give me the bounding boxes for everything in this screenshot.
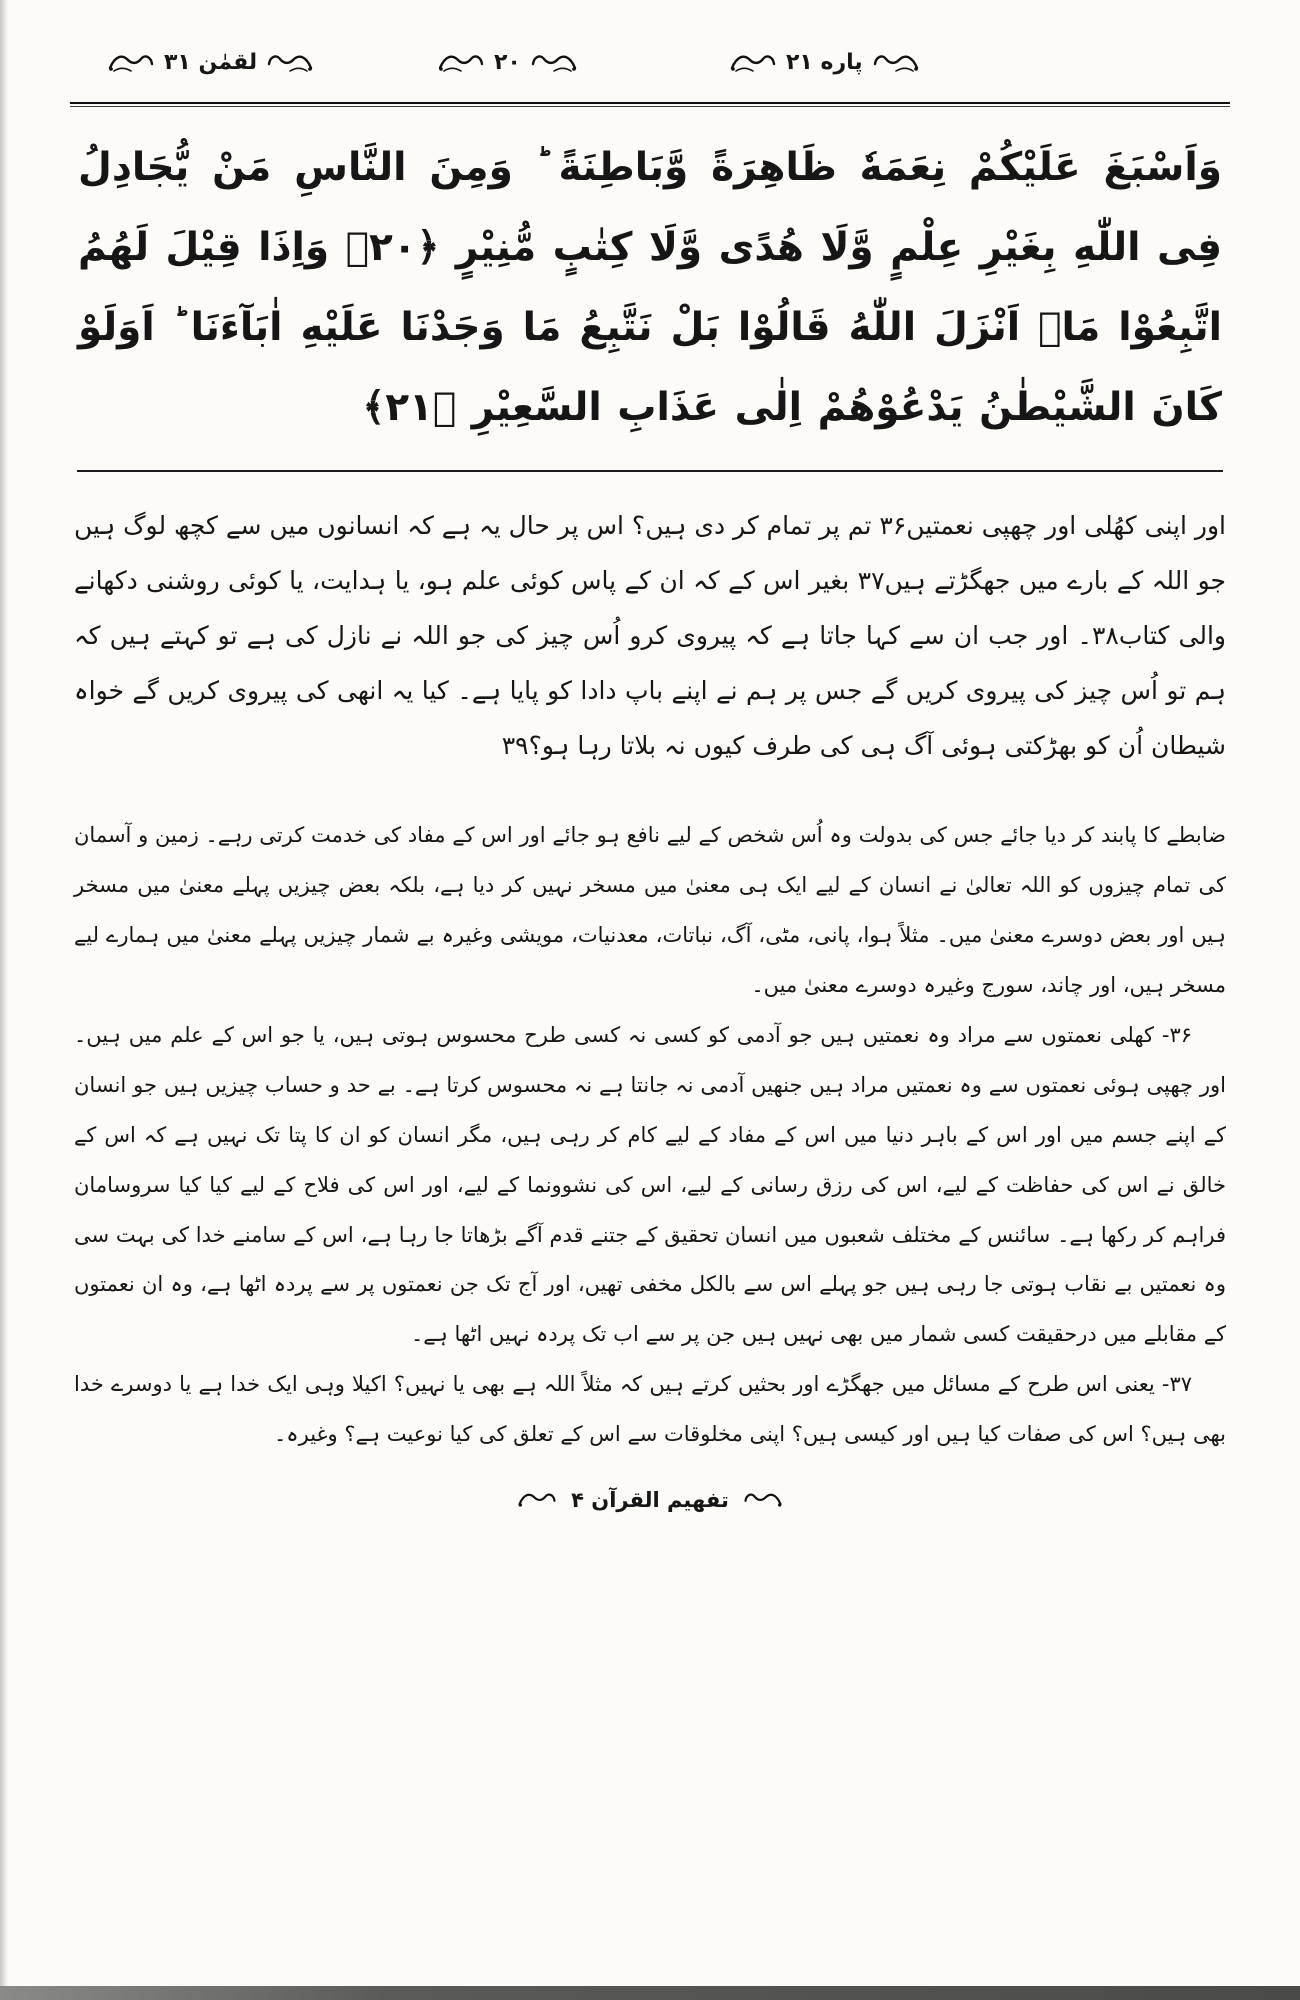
page-header	[70, 50, 1230, 98]
footnote-continuation: ضابطے کا پابند کر دیا جائے جس کی بدولت وہ اُس شخص کے لیے نافع ہو جائے اور اس کے مفاد کی خدمت کرتی رہے۔ زمین و آسمان کی تمام چیزوں کو اللہ تعالیٰ نے انسان کے لیے ایک ہی معنیٰ میں مسخر نہیں کر دیا ہے، بلکہ بعض چیزیں پہلے معنیٰ میں مسخر ہیں اور بعض دوسرے معنیٰ میں۔ مثلاً ہوا، پانی، مٹی، آگ، نباتات، معدنیات، مویشی وغیرہ بے شمار چیزیں پہلے معنیٰ میں ہمارے لیے مسخر ہیں، اور چاند، سورج وغیرہ دوسرے معنیٰ میں۔	[74, 822, 1226, 997]
scan-left-edge	[0, 0, 8, 2000]
surah-label: لقمٰن ۳۱	[164, 50, 258, 75]
flourish-icon	[873, 51, 919, 75]
header-rule	[70, 102, 1230, 104]
flourish-icon	[730, 51, 776, 75]
page-number-cartouche	[438, 50, 577, 75]
scan-bottom-bar	[0, 1986, 1300, 2000]
quran-text: وَاَسْبَغَ عَلَیْكُمْ نِعَمَهٗ ظَاهِرَةً وَّبَاطِنَةً ؕ وَمِنَ النَّاسِ مَنْ یُّجَادِلُ فِی اللّٰهِ بِغَیْرِ عِلْمٍ وَّلَا هُدًی وَّلَا كِتٰبٍ مُّنِیْرٍ ﴿۲۰﴾ وَاِذَا قِیْلَ لَهُمُ اتَّبِعُوْا مَاۤ اَنْزَلَ اللّٰهُ قَالُوْا بَلْ نَتَّبِعُ مَا وَجَدْنَا عَلَیْهِ اٰبَآءَنَا ؕ اَوَلَوْ كَانَ الشَّیْطٰنُ یَدْعُوْهُمْ اِلٰی عَذَابِ السَّعِیْرِ ﴿۲۱﴾	[78, 145, 1222, 430]
footer-ornament	[0, 1488, 1300, 1512]
flourish-icon	[531, 51, 577, 75]
para-label: پاره ۲۱	[786, 50, 863, 75]
flourish-icon	[108, 51, 154, 75]
footnote-36: ۳۶- کھلی نعمتوں سے مراد وہ نعمتیں ہیں جو آدمی کو کسی نہ کسی طرح محسوس ہوتی ہیں، یا جو اس کے علم میں ہیں۔ اور چھپی ہوئی نعمتوں سے وہ نعمتیں مراد ہیں جنھیں آدمی نہ جانتا ہے نہ محسوس کرتا ہے۔ بے حد و حساب چیزیں ہیں جو انسان کے اپنے جسم میں اور اس کے باہر دنیا میں اس کے مفاد کے لیے کام کر رہی ہیں، مگر انسان کو ان کا پتا تک نہیں ہے کہ اس کے خالق نے اس کی حفاظت کے لیے، اس کی رزق رسانی کے لیے، اس کی نشوونما کے لیے، اور اس کی فلاح کے لیے کیا کیا سروسامان فراہم کر رکھا ہے۔ سائنس کے مختلف شعبوں میں انسان تحقیق کے جتنے قدم آگے بڑھاتا جا رہا ہے، اس کے سامنے خدا کی بہت سی وہ نعمتیں بے نقاب ہوتی جا رہی ہیں جو پہلے اس سے بالکل مخفی تھیں، اور آج تک جن نعمتوں پر سے پردہ اٹھا ہے، وہ ان نعمتوں کے مقابلے میں درحقیقت کسی شمار میں بھی نہیں ہیں جن پر سے اب تک پردہ نہیں اٹھا ہے۔	[74, 1022, 1226, 1347]
translation-text: اور اپنی کھُلی اور چھپی نعمتیں۳۶ تم پر تمام کر دی ہیں؟ اس پر حال یہ ہے کہ انسانوں میں سے کچھ لوگ ہیں جو اللہ کے بارے میں جھگڑتے ہیں۳۷ بغیر اس کے کہ ان کے پاس کوئی علم ہو، یا ہدایت، یا کوئی روشنی دکھانے والی کتاب۳۸۔ اور جب ان سے کہا جاتا ہے کہ پیروی کرو اُس چیز کی جو اللہ نے نازل کی ہے تو کہتے ہیں کہ ہم تو اُس چیز کی پیروی کریں گے جس پر ہم نے اپنے باپ دادا کو پایا ہے۔ کیا یہ انھی کی پیروی کریں گے خواہ شیطان اُن کو بھڑکتی ہوئی آگ ہی کی طرف کیوں نہ بلاتا رہا ہو؟۳۹	[74, 510, 1226, 760]
flourish-icon	[517, 1490, 557, 1510]
flourish-icon	[267, 51, 313, 75]
book-title: تفهیم القرآن ۴	[571, 1488, 729, 1512]
footnote-37: ۳۷- یعنی اس طرح کے مسائل میں جھگڑے اور بحثیں کرتے ہیں کہ مثلاً اللہ ہے بھی یا نہیں؟ اکیلا وہی ایک خدا ہے یا دوسرے خدا بھی ہیں؟ اس کی صفات کیا ہیں اور کیسی ہیں؟ اپنی مخلوقات سے اس کے تعلق کی کیا نوعیت ہے؟ وغیرہ۔	[74, 1372, 1226, 1447]
flourish-icon	[743, 1490, 783, 1510]
surah-cartouche	[108, 50, 313, 75]
page-number: ۲۰	[494, 50, 521, 75]
footnotes-section	[70, 781, 1230, 1461]
flourish-icon	[438, 51, 484, 75]
para-cartouche	[730, 50, 919, 75]
